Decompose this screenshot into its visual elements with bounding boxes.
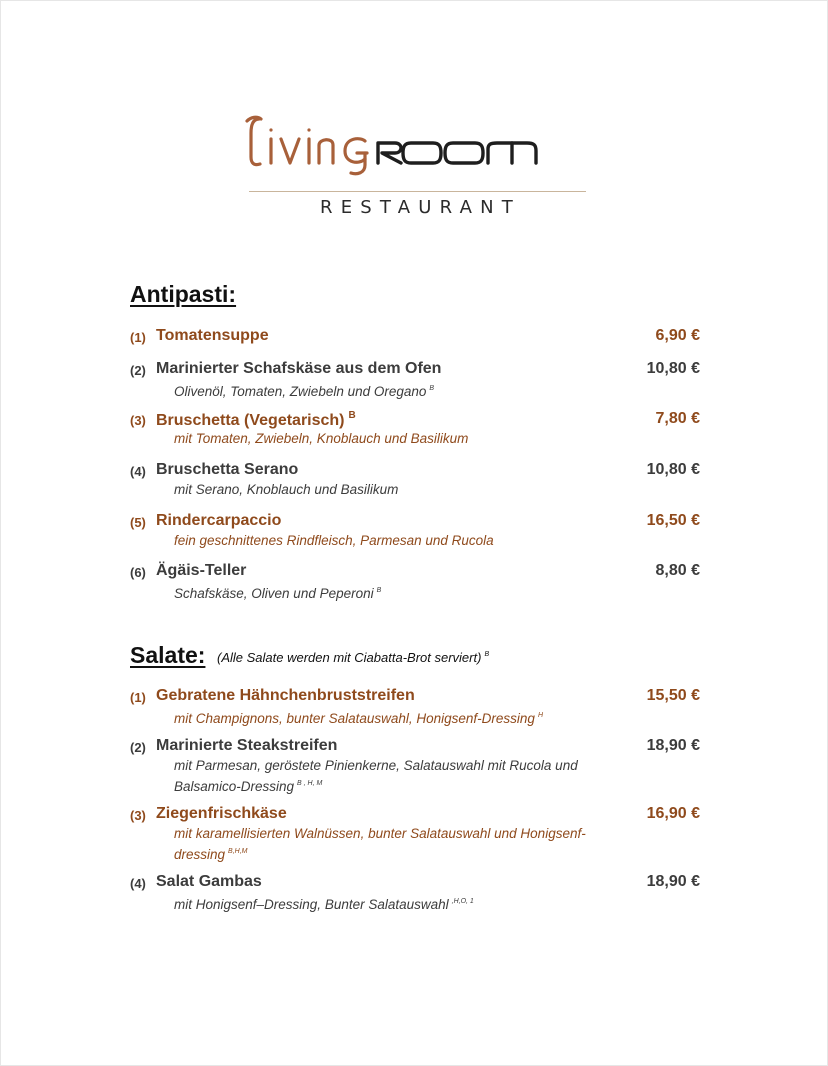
item-number: (3) xyxy=(130,413,146,428)
item-name-text: Rindercarpaccio xyxy=(156,512,282,529)
item-number: (5) xyxy=(130,515,146,530)
item-price: 18,90 € xyxy=(646,737,700,754)
item-description xyxy=(174,757,604,796)
salate-title: Salate: xyxy=(130,642,206,668)
item-name-text: Marinierter Schafskäse aus dem Ofen xyxy=(156,360,442,377)
item-price: 16,50 € xyxy=(646,512,700,529)
item-description-allergen: B , H, M xyxy=(297,780,323,787)
item-number: (1) xyxy=(130,330,146,345)
item-name-text: Bruschetta Serano xyxy=(156,461,299,478)
item-price: 10,80 € xyxy=(646,461,700,478)
item-number: (4) xyxy=(130,464,146,479)
item-description-text: fein geschnittenes Rindfleisch, Parmesan und Rucola xyxy=(174,533,494,548)
item-number: (1) xyxy=(130,690,146,705)
item-name xyxy=(156,687,415,705)
item-name-text: Marinierte Steakstreifen xyxy=(156,737,338,754)
item-number: (2) xyxy=(130,740,146,755)
item-name xyxy=(156,327,269,345)
item-description xyxy=(174,707,614,728)
item-description-text: mit Champignons, bunter Salatauswahl, Honigsenf-Dressing xyxy=(174,711,535,726)
salate-note-text: (Alle Salate werden mit Ciabatta-Brot serviert) xyxy=(217,650,482,665)
item-number: (6) xyxy=(130,565,146,580)
item-number: (4) xyxy=(130,876,146,891)
item-name xyxy=(156,461,298,479)
item-number: (2) xyxy=(130,363,146,378)
item-number: (3) xyxy=(130,808,146,823)
item-name xyxy=(156,737,337,755)
item-description xyxy=(174,481,614,499)
item-description-text: mit karamellisierten Walnüssen, bunter Salatauswahl und Honigsenf-dressing xyxy=(174,826,586,862)
item-name-text: Salat Gambas xyxy=(156,873,262,890)
living-room-logo-graphic xyxy=(245,113,590,183)
salate-note xyxy=(217,650,489,665)
item-price: 16,90 € xyxy=(646,805,700,822)
item-name-text: Ziegenfrischkäse xyxy=(156,805,287,822)
item-name xyxy=(156,410,356,430)
item-name xyxy=(156,360,441,378)
item-description-text: Schafskäse, Oliven und Peperoni xyxy=(174,586,374,601)
item-description xyxy=(174,893,614,914)
item-description-allergen: ,H,O, 1 xyxy=(451,898,474,905)
item-name-text: Gebratene Hähnchenbruststreifen xyxy=(156,687,415,704)
item-description xyxy=(174,532,614,550)
restaurant-subtitle: RESTAURANT xyxy=(320,197,521,218)
item-price: 6,90 € xyxy=(655,327,700,344)
item-name xyxy=(156,562,246,580)
item-name xyxy=(156,805,287,823)
item-name-text: Bruschetta (Vegetarisch) xyxy=(156,412,345,429)
item-price: 7,80 € xyxy=(655,410,700,427)
item-description-text: mit Parmesan, geröstete Pinienkerne, Salatauswahl mit Rucola und Balsamico-Dressing xyxy=(174,758,578,794)
item-description-text: Olivenöl, Tomaten, Zwiebeln und Oregano xyxy=(174,384,427,399)
item-price: 10,80 € xyxy=(646,360,700,377)
item-description xyxy=(174,430,614,448)
item-description xyxy=(174,825,604,864)
salate-note-allergen: B xyxy=(484,651,490,658)
item-description-text: mit Tomaten, Zwiebeln, Knoblauch und Basilikum xyxy=(174,431,469,446)
item-allergen: B xyxy=(348,410,356,421)
item-description xyxy=(174,380,614,401)
item-description xyxy=(174,582,614,603)
item-description-allergen: B,H,M xyxy=(228,848,248,855)
item-description-allergen: B xyxy=(429,385,435,392)
item-description-text: mit Serano, Knoblauch und Basilikum xyxy=(174,482,399,497)
item-name-text: Tomatensuppe xyxy=(156,327,269,344)
item-description-text: mit Honigsenf–Dressing, Bunter Salatauswahl xyxy=(174,897,449,912)
item-price: 8,80 € xyxy=(655,562,700,579)
item-price: 15,50 € xyxy=(646,687,700,704)
logo-divider xyxy=(249,191,586,192)
item-name xyxy=(156,873,262,891)
item-description-allergen: B xyxy=(376,587,382,594)
antipasti-title: Antipasti: xyxy=(130,281,237,307)
item-name xyxy=(156,512,281,530)
item-description-allergen: H xyxy=(537,712,543,719)
item-price: 18,90 € xyxy=(646,873,700,890)
item-name-text: Ägäis-Teller xyxy=(156,562,247,579)
